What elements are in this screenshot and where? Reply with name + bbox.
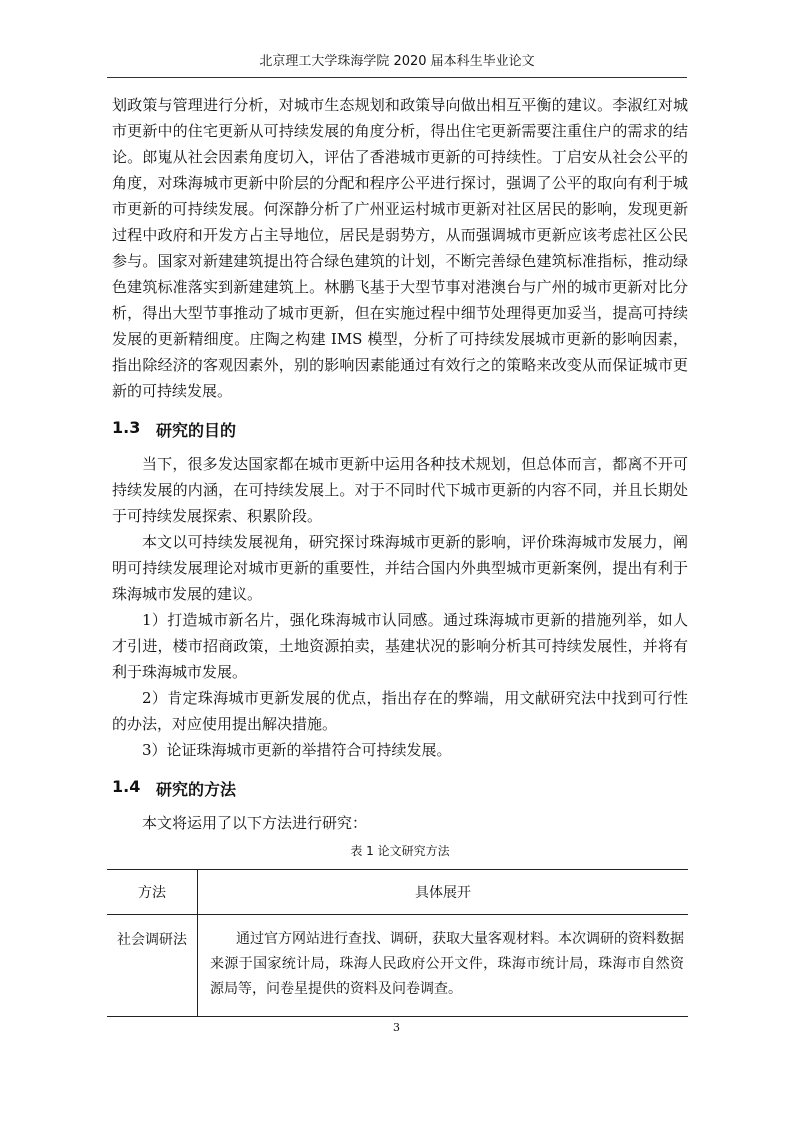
header-rule	[107, 77, 687, 78]
section-heading-1-3	[112, 418, 688, 441]
paragraph-literature: 划政策与管理进行分析，对城市生态规划和政策导向做出相互平衡的建议。李淑红对城市更新中的住宅更新从可持续发展的角度分析，得出住宅更新需要注重住户的需求的结论。郎嵬从社会因素角度切入，评估了香港城市更新的可持续性。丁启安从社会公平的角度，对珠海城市更新中阶层的分配和程序公平进行探讨，强调了公平的取向有利于城市更新的可持续发展。何深静分析了广州亚运村城市更新对社区居民的影响，发现更新过程中政府和开发方占主导地位，居民是弱势方，从而强调城市更新应该考虑社区公民参与。国家对新建建筑提出符合绿色建筑的计划，不断完善绿色建筑标准指标，推动绿色建筑标准落实到新建建筑上。林鹏飞基于大型节事对港澳台与广州的城市更新对比分析，得出大型节事推动了城市更新，但在实施过程中细节处理得更加妥当，提高可持续发展的更新精细度。庄陶之构建 IMS 模型，分析了可持续发展城市更新的影响因素，指出除经济的客观因素外，别的影响因素能通过有效行之的策略来改变从而保证城市更新的可持续发展。	[112, 96, 688, 400]
paragraph-methods-intro: 本文将运用了以下方法进行研究：	[142, 814, 368, 832]
paragraph-purpose-1: 当下，很多发达国家都在城市更新中运用各种技术规划，但总体而言，都离不开可持续发展的内涵，在可持续发展上。对于不同时代下城市更新的内容不同，并且长期处于可持续发展探索、积累阶段。	[112, 455, 688, 525]
section-number: 1.3	[112, 418, 141, 437]
paragraph-purpose-2: 本文以可持续发展视角，研究探讨珠海城市更新的影响，评价珠海城市发展力，阐明可持续发展理论对城市更新的重要性，并结合国内外典型城市更新案例，提出有利于珠海城市发展的建议。	[112, 533, 688, 603]
table-header-row	[107, 870, 688, 915]
section-number: 1.4	[112, 777, 141, 796]
table-cell-method: 社会调研法	[107, 915, 198, 1017]
list-item-2: 2）肯定珠海城市更新发展的优点，指出存在的弊端，用文献研究法中找到可行性的办法，对应使用提出解决措施。	[112, 689, 688, 733]
table-header-detail: 具体展开	[198, 870, 689, 915]
list-item-3: 3）论证珠海城市更新的举措符合可持续发展。	[142, 741, 452, 759]
section-title: 研究的目的	[156, 421, 237, 440]
list-item-1: 1）打造城市新名片，强化珠海城市认同感。通过珠海城市更新的措施列举，如人才引进，楼市招商政策，土地资源拍卖，基建状况的影响分析其可持续发展性，并将有利于珠海城市发展。	[112, 611, 688, 681]
page-body	[112, 92, 688, 867]
section-title: 研究的方法	[156, 780, 237, 799]
section-heading-1-4	[112, 777, 688, 800]
table-row	[107, 915, 688, 1017]
table-caption: 表 1 论文研究方法	[350, 844, 450, 858]
table-cell-detail: 通过官方网站进行查找、调研，获取大量客观材料。本次调研的资料数据来源于国家统计局，珠海人民政府公开文件，珠海市统计局，珠海市自然资源局等，问卷星提供的资料及问卷调查。	[198, 915, 689, 1017]
page-number: 3	[393, 1021, 400, 1034]
page-header: 北京理工大学珠海学院 2020 届本科生毕业论文	[259, 54, 535, 69]
methods-table	[107, 869, 688, 1017]
table-header-method: 方法	[107, 870, 198, 915]
